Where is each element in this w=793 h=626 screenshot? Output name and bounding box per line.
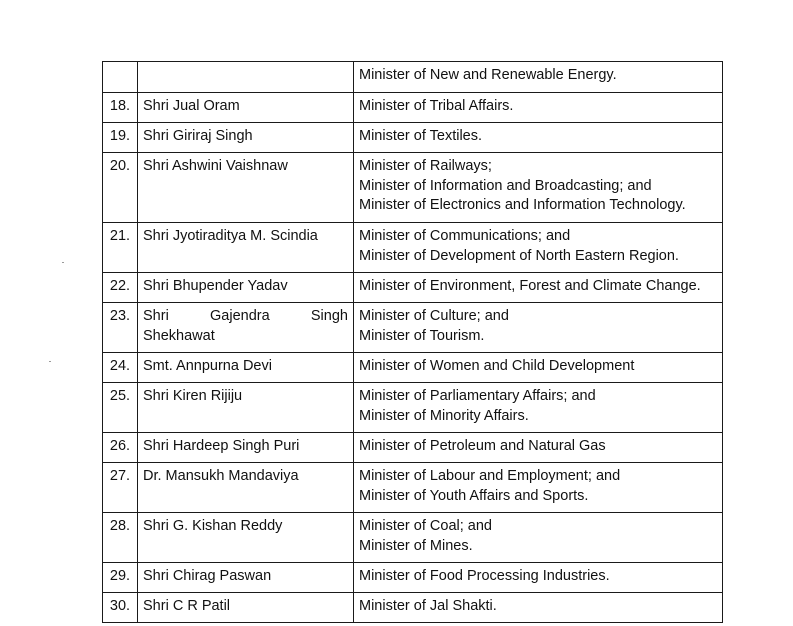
minister-name [143,307,348,327]
minister-name-cell [138,433,354,463]
serial-number: 18. [109,98,131,114]
minister-name-cell [138,153,354,223]
portfolio-line: Minister of Minority Affairs. [359,407,529,424]
table-row [103,123,723,153]
serial-number-cell [103,303,138,353]
serial-number-cell [103,563,138,593]
minister-name: Dr. Mansukh Mandaviya [143,468,299,484]
portfolio-line: Minister of Tribal Affairs. [359,98,514,114]
serial-number-cell [103,433,138,463]
portfolio-line: Minister of Textiles. [359,128,483,144]
portfolio-line: Minister of Railways; [359,158,492,174]
minister-name-cell [138,123,354,153]
portfolio-line: Minister of Petroleum and Natural Gas [359,438,606,454]
serial-number: 23. [109,308,131,324]
portfolio-line: Minister of Communications; and [359,228,571,244]
minister-name-cell [138,463,354,513]
serial-number-cell [103,593,138,623]
serial-number-cell [103,62,138,93]
serial-number: 29. [109,568,131,584]
minister-name: Shri Giriraj Singh [143,128,253,144]
portfolio-cell [354,513,723,563]
table-row [103,383,723,433]
serial-number-cell [103,153,138,223]
portfolio-cell [354,303,723,353]
serial-number: 21. [109,228,131,244]
serial-number-cell [103,353,138,383]
serial-number: 30. [109,598,131,614]
portfolio-cell [354,62,723,93]
minister-name: Shri C R Patil [143,598,231,614]
name-word: Shri [143,308,169,324]
minister-name: Shekhawat [143,327,215,344]
minister-name-cell [138,303,354,353]
table-row [103,62,723,93]
portfolio-cell [354,123,723,153]
portfolio-line: Minister of Youth Affairs and Sports. [359,487,589,504]
serial-number: 26. [109,438,131,454]
portfolio-line: Minister of Mines. [359,537,473,554]
table-row [103,223,723,273]
minister-name-cell [138,513,354,563]
minister-name: Shri Bhupender Yadav [143,278,288,294]
serial-number-cell [103,463,138,513]
name-word: Gajendra [210,308,270,324]
portfolio-line: Minister of Information and Broadcasting; and [359,177,652,194]
minister-name: Shri Ashwini Vaishnaw [143,158,288,174]
table-row [103,273,723,303]
minister-name-cell [138,62,354,93]
serial-number-cell [103,123,138,153]
serial-number-cell [103,223,138,273]
table-row [103,303,723,353]
serial-number: 27. [109,468,131,484]
portfolio-line: Minister of Environment, Forest and Climate Change. [359,278,701,294]
serial-number: 24. [109,358,131,374]
minister-name: Shri Jyotiraditya M. Scindia [143,228,318,244]
portfolio-line: Minister of Jal Shakti. [359,598,497,614]
serial-number: 22. [109,278,131,294]
serial-number: 19. [109,128,131,144]
portfolio-cell [354,353,723,383]
serial-number-cell [103,383,138,433]
portfolio-cell [354,383,723,433]
scan-speck [62,262,64,263]
minister-name-cell [138,273,354,303]
minister-name-cell [138,223,354,273]
name-word: Singh [310,308,348,324]
scan-speck [49,361,51,362]
portfolio-line: Minister of Coal; and [359,518,492,534]
table-row [103,353,723,383]
portfolio-line: Minister of Development of North Eastern Region. [359,247,679,264]
portfolio-cell [354,563,723,593]
minister-name: Shri Jual Oram [143,98,240,114]
table-row [103,153,723,223]
minister-name-cell [138,383,354,433]
portfolio-cell [354,153,723,223]
serial-number: 20. [109,158,131,174]
portfolio-line: Minister of Parliamentary Affairs; and [359,388,596,404]
portfolio-cell [354,463,723,513]
portfolio-line: Minister of Culture; and [359,308,509,324]
portfolio-line: Minister of Labour and Employment; and [359,468,621,484]
serial-number: 25. [109,388,131,404]
minister-name-cell [138,593,354,623]
ministers-table-body [103,62,723,623]
serial-number-cell [103,513,138,563]
minister-name: Smt. Annpurna Devi [143,358,272,374]
table-row [103,463,723,513]
portfolio-line: Minister of Electronics and Information Technology. [359,197,686,213]
portfolio-line: Minister of New and Renewable Energy. [359,67,617,83]
portfolio-cell [354,593,723,623]
portfolio-line: Minister of Food Processing Industries. [359,568,610,584]
table-row [103,563,723,593]
minister-name: Shri G. Kishan Reddy [143,518,283,534]
minister-name: Shri Hardeep Singh Puri [143,438,300,454]
serial-number-cell [103,273,138,303]
minister-name: Shri Kiren Rijiju [143,388,243,404]
portfolio-line: Minister of Tourism. [359,327,485,344]
minister-name: Shri Chirag Paswan [143,568,272,584]
table-row [103,593,723,623]
ministers-table [102,61,723,623]
serial-number-cell [103,93,138,123]
table-row [103,93,723,123]
minister-name-cell [138,563,354,593]
minister-name-cell [138,93,354,123]
table-row [103,433,723,463]
table-row [103,513,723,563]
portfolio-cell [354,433,723,463]
portfolio-cell [354,93,723,123]
portfolio-cell [354,273,723,303]
serial-number: 28. [109,518,131,534]
portfolio-line: Minister of Women and Child Development [359,358,635,374]
portfolio-cell [354,223,723,273]
minister-name-cell [138,353,354,383]
